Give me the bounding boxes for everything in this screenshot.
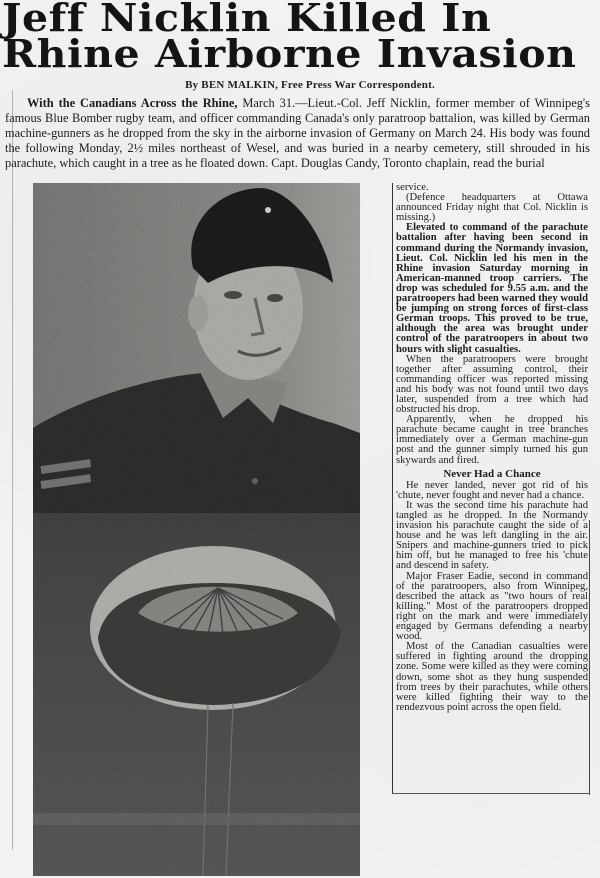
column-divider <box>392 183 393 793</box>
scan-margin-line <box>12 90 13 850</box>
column-paragraph: It was the second time his parachute had tangled as he dropped. In the Normandy invasion his parachute caught the side of a house and he was left dangling in the air. Snipers and machine-gunners tried to pick him off, but he managed to free his 'chute and descend in safety. <box>396 499 588 572</box>
column-paragraph: Most of the Canadian casualties were suffered in fighting around the dropping zone. Some were killed as they were coming down, some shot as they hung suspended from trees by their parachutes, while others were killed fighting their way to the rendezvous point across the open field. <box>396 641 588 713</box>
column-paragraph: When the paratroopers were brought together after assuming control, their commanding officer was reported missing and his body was not found until two days later, suspended from a tree which had obstructed his drop. <box>396 353 588 416</box>
column-paragraph: Elevated to command of the parachute battalion after having been second in command during the Normandy invasion, Lieut. Col. Nicklin led his men in the Rhine invasion Saturday morning in American-manned troop carriers. The drop was scheduled for 9.55 a.m. and the paratroopers had been warned they would be jumping on strong forces of first-class German troops. This proved to be true, although the area was brought under control of the paratroopers in about two hours with slight casualties. <box>396 222 588 355</box>
headline <box>2 0 600 76</box>
column-paragraph: Apparently, when he dropped his parachute became caught in tree branches immediately over a German machine-gun post and the gunner simply turned his gun skywards and fired. <box>396 414 588 466</box>
column-right-edge <box>589 520 590 795</box>
subhead: Never Had a Chance <box>443 467 541 480</box>
article-column <box>396 183 588 713</box>
lead-paragraph <box>5 96 590 171</box>
soldier-portrait-photo <box>33 183 360 876</box>
column-bottom-rule <box>392 793 590 794</box>
continuation-text: service. <box>396 182 429 193</box>
photo-illustration <box>33 183 360 876</box>
lead-text: March 31.—Lieut.-Col. Jeff Nicklin, former member of Winnipeg's famous Blue Bomber rugby team, and officer commanding Canada's only paratroop battalion, was killed by German machine-gunners as he dropped from the sky in the airborne invasion of Germany on March 24. His body was found the following Monday, 2½ miles northeast of Wesel, and was buried in a nearby cemetery, still shrouded in his parachute, which caught in a tree as he floated down. Capt. Douglas Candy, Toronto chaplain, read the burial <box>5 96 590 171</box>
dateline: With the Canadians Across the Rhine, <box>27 96 238 110</box>
headline-line-1: Jeff Nicklin Killed In <box>2 0 492 40</box>
column-paragraph: Major Fraser Eadie, second in command of the paratroopers, also from Winnipeg, described the attack as "two hours of real killing." Most of the paratroopers dropped right on the mark and were immediately engaged by Germans defending a nearby wood. <box>396 570 588 643</box>
byline: By BEN MALKIN, Free Press War Correspondent. <box>185 79 435 91</box>
column-paragraph: (Defence headquarters at Ottawa announced Friday night that Col. Nicklin is missing.) <box>396 192 588 224</box>
headline-line-2: Rhine Airborne Invasion <box>2 31 577 76</box>
column-paragraph: He never landed, never got rid of his 'chute, never fought and never had a chance. <box>396 479 588 501</box>
